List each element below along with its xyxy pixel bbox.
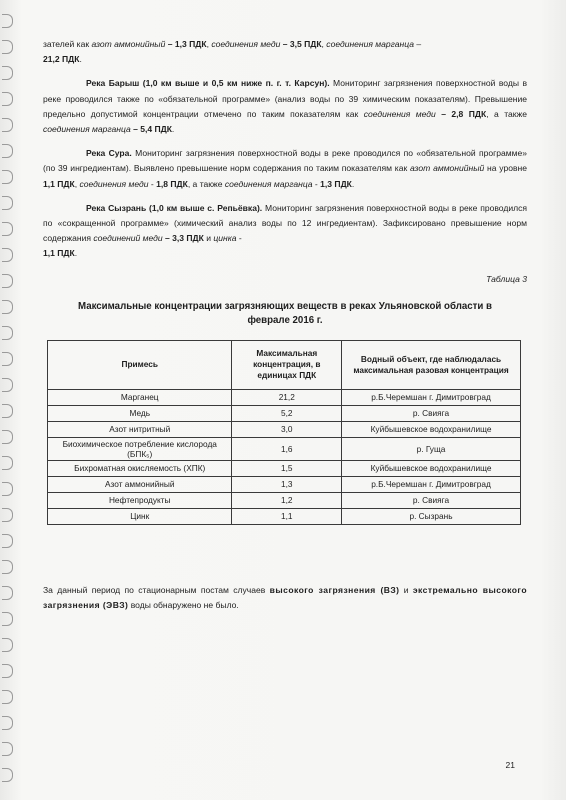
cell-impurity: Биохимическое потребление кислорода (БПК₅) — [48, 437, 232, 460]
column-header-water-body: Водный объект, где наблюдалась максимальная разовая концентрация — [342, 340, 521, 389]
binder-ring — [2, 274, 13, 288]
binder-ring — [2, 508, 13, 522]
table-row — [48, 476, 521, 492]
cell-water-body: Куйбышевское водохранилище — [342, 421, 521, 437]
column-header-max-concentration: Максимальная концентрация, в единицах ПДК — [232, 340, 342, 389]
binder-ring — [2, 144, 13, 158]
cell-concentration: 1,2 — [232, 492, 342, 508]
paragraph-conclusion: За данный период по стационарным постам случаев высокого загрязнения (ВЗ) и экстремально высокого загрязнения (ЭВЗ) воды обнаружено не было. — [43, 584, 527, 611]
page-number: 21 — [505, 760, 515, 770]
binder-ring — [2, 534, 13, 548]
table-row — [48, 437, 521, 460]
binder-ring — [2, 14, 13, 28]
column-header-impurity: Примесь — [48, 340, 232, 389]
cell-impurity: Азот нитритный — [48, 421, 232, 437]
binder-ring — [2, 404, 13, 418]
cell-concentration: 1,5 — [232, 460, 342, 476]
binder-ring — [2, 170, 13, 184]
binder-ring — [2, 66, 13, 80]
cell-impurity: Нефтепродукты — [48, 492, 232, 508]
cell-concentration: 1,6 — [232, 437, 342, 460]
cell-concentration: 3,0 — [232, 421, 342, 437]
binder-ring — [2, 300, 13, 314]
cell-water-body: Куйбышевское водохранилище — [342, 460, 521, 476]
binder-ring — [2, 560, 13, 574]
table-row — [48, 492, 521, 508]
binder-ring — [2, 40, 13, 54]
cell-concentration: 21,2 — [232, 389, 342, 405]
binder-ring — [2, 430, 13, 444]
binder-ring — [2, 248, 13, 262]
binder-ring — [2, 768, 13, 782]
cell-water-body: р. Свияга — [342, 492, 521, 508]
table-row — [48, 460, 521, 476]
paragraph-barysh: Река Барыш (1,0 км выше и 0,5 км ниже п. г. т. Карсун). Мониторинг загрязнения поверхностной воды в реке проводился также по «обязательной программе» (анализ воды по 39 химическим показателям). Превышение предельно допустимой концентрации отмечено по таким показателям как соединения меди – 2,8 ПДК, а также соединения марганца – 5,4 ПДК. — [43, 78, 527, 135]
paragraph-sura: Река Сура. Мониторинг загрязнения поверхностной воды в реке проводился по «обязательной программе» (по 39 ингредиентам). Выявлено превышение норм содержания по таким показателям как азот аммонийный на уровне 1,1 ПДК, соединения меди - 1,8 ПДК, а также соединения марганца - 1,3 ПДК. — [43, 148, 527, 189]
cell-impurity: Марганец — [48, 389, 232, 405]
binder-ring — [2, 716, 13, 730]
table-row — [48, 389, 521, 405]
binder-ring — [2, 742, 13, 756]
cell-water-body: р. Свияга — [342, 405, 521, 421]
paragraph-continuation: зателей как азот аммонийный – 1,3 ПДК, соединения меди – 3,5 ПДК, соединения марганца – 21,2 ПДК. — [43, 39, 422, 65]
cell-impurity: Бихроматная окисляемость (ХПК) — [48, 460, 232, 476]
binder-ring — [2, 664, 13, 678]
cell-impurity: Цинк — [48, 508, 232, 524]
cell-water-body: р.Б.Черемшан г. Димитровград — [342, 389, 521, 405]
binder-ring — [2, 612, 13, 626]
binder-ring — [2, 586, 13, 600]
table-row — [48, 421, 521, 437]
cell-concentration: 5,2 — [232, 405, 342, 421]
paragraph-syzran: Река Сызрань (1,0 км выше с. Репьёвка). Мониторинг загрязнения поверхностной воды в реке проводился по «сокращенной программе» (химический анализ воды по 12 ингредиентам). Зафиксировано превышение норм содержания соединений меди – 3,3 ПДК и цинка - 1,1 ПДК. — [43, 202, 527, 259]
binder-ring — [2, 690, 13, 704]
binder-ring — [2, 378, 13, 392]
cell-concentration: 1,1 — [232, 508, 342, 524]
table-header-row — [48, 340, 521, 389]
binder-ring — [2, 326, 13, 340]
cell-concentration: 1,3 — [232, 476, 342, 492]
pollutant-table — [47, 340, 521, 525]
binder-ring — [2, 638, 13, 652]
binder-ring — [2, 222, 13, 236]
binder-ring — [2, 456, 13, 470]
cell-impurity: Азот аммонийный — [48, 476, 232, 492]
binder-ring — [2, 92, 13, 106]
cell-water-body: р. Сызрань — [342, 508, 521, 524]
binder-rings — [0, 0, 16, 800]
binder-ring — [2, 196, 13, 210]
binder-ring — [2, 118, 13, 132]
table-title: Максимальные концентрации загрязняющих веществ в реках Ульяновской области в феврале 2016 г. — [78, 300, 492, 326]
cell-water-body: р. Гуща — [342, 437, 521, 460]
table-caption: Таблица 3 — [486, 273, 527, 284]
binder-ring — [2, 352, 13, 366]
cell-impurity: Медь — [48, 405, 232, 421]
table-row — [48, 508, 521, 524]
page-content — [43, 37, 527, 614]
table-row — [48, 405, 521, 421]
cell-water-body: р.Б.Черемшан г. Димитровград — [342, 476, 521, 492]
binder-ring — [2, 482, 13, 496]
